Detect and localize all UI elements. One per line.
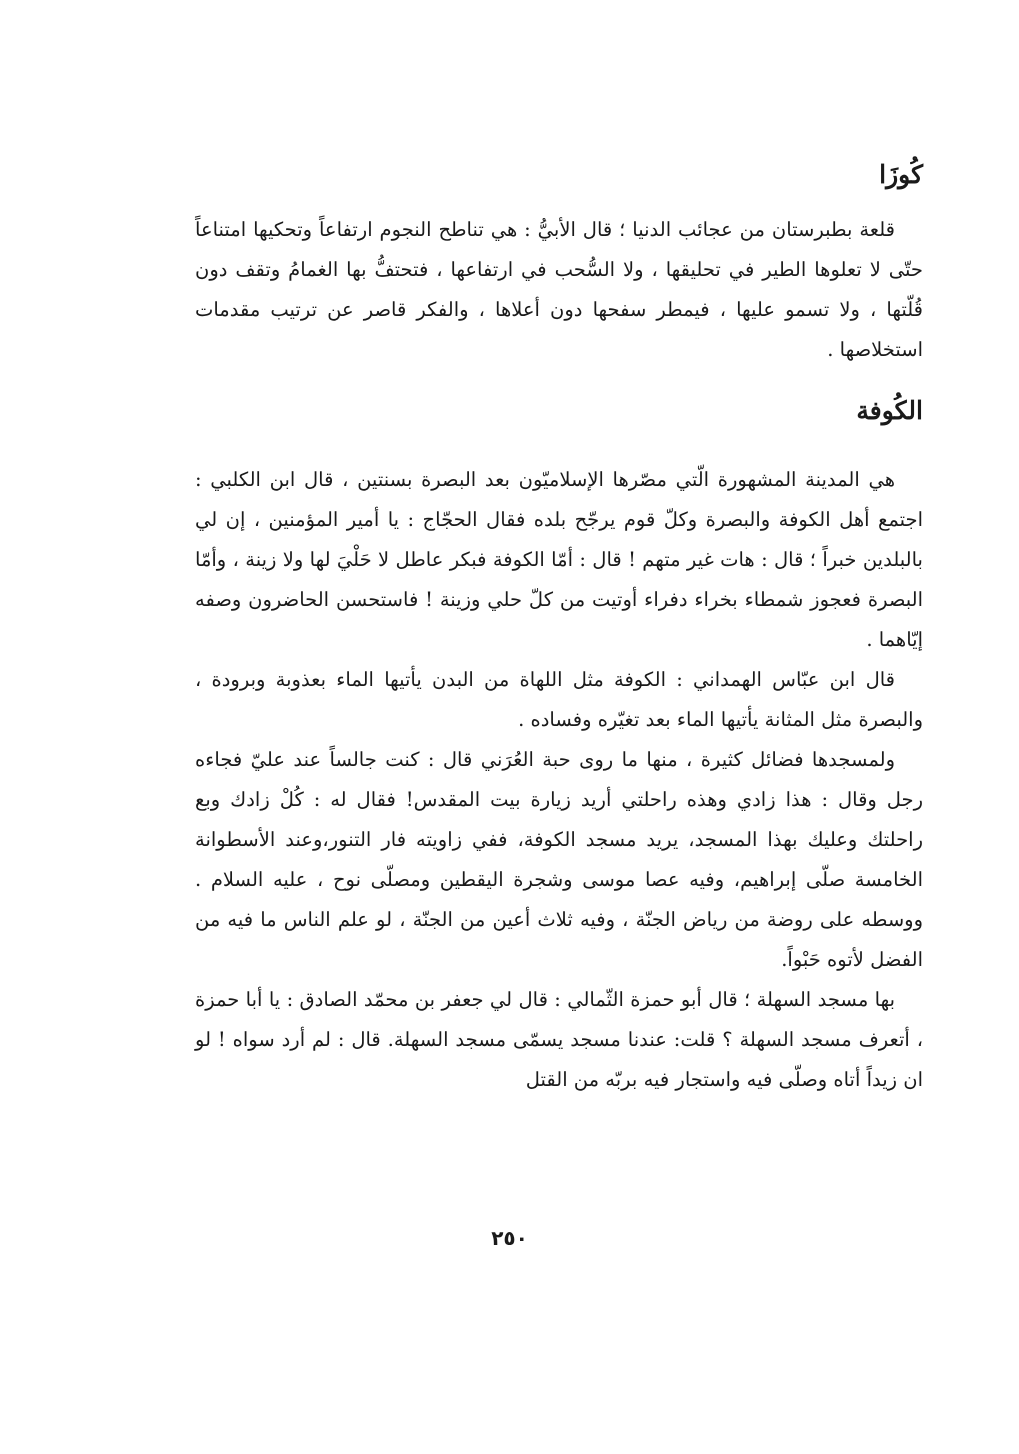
page-body <box>195 150 923 1100</box>
paragraph: قلعة بطبرستان من عجائب الدنيا ؛ قال الأبيُّ : هي تناطح النجوم ارتفاعاً وتحكيها امتناعاً حتّى لا تعلوها الطير في تحليقها ، ولا السُّحب في ارتفاعها ، فتحتفُّ بها الغمامُ وتقف دون قُلّتها ، ولا تسمو عليها ، فيمطر سفحها دون أعلاها ، والفكر قاصر عن ترتيب مقدمات استخلاصها . <box>195 218 923 361</box>
section-heading: كُوزَا <box>879 160 923 189</box>
paragraph: قال ابن عبّاس الهمداني : الكوفة مثل اللهاة من البدن يأتيها الماء بعذوبة وبرودة ، والبصرة مثل المثانة يأتيها الماء بعد تغيّره وفساده . <box>195 668 923 731</box>
paragraph: بها مسجد السهلة ؛ قال أبو حمزة الثّمالي : قال لي جعفر بن محمّد الصادق : يا أبا حمزة ، أتعرف مسجد السهلة ؟ قلت: عندنا مسجد يسمّى مسجد السهلة. قال : لم أرد سواه ! لو ان زيداً أتاه وصلّى فيه واستجار فيه بربّه من القتل <box>195 988 923 1091</box>
page-number: ٢٥٠ <box>491 1226 528 1250</box>
section-kufa <box>195 396 923 1100</box>
section-kuza <box>195 160 923 370</box>
section-heading: الكُوفة <box>856 396 923 425</box>
paragraph: ولمسجدها فضائل كثيرة ، منها ما روى حبة العُرَني قال : كنت جالساً عند عليّ فجاءه رجل وقال : هذا زادي وهذه راحلتي أريد زيارة بيت المقدس! فقال له : كُلْ زادك وبع راحلتك وعليك بهذا المسجد، يريد مسجد الكوفة، ففي زاويته فار التنور،وعند الأسطوانة الخامسة صلّى إبراهيم، وفيه عصا موسى وشجرة اليقطين ومصلّى نوح ، عليه السلام . ووسطه على روضة من رياض الجنّة ، وفيه ثلاث أعين من الجنّة ، لو علم الناس ما فيه من الفضل لأتوه حَبْواً. <box>195 748 923 971</box>
paragraph: هي المدينة المشهورة الّتي مصّرها الإسلاميّون بعد البصرة بسنتين ، قال ابن الكلبي : اجتمع أهل الكوفة والبصرة وكلّ قوم يرجّح بلده فقال الحجّاج : يا أمير المؤمنين ، إن لي بالبلدين خبراً ؛ قال : هات غير متهم ! قال : أمّا الكوفة فبكر عاطل لا حَلْيَ لها ولا زينة ، وأمّا البصرة فعجوز شمطاء بخراء دفراء أوتيت من كلّ حلي وزينة ! فاستحسن الحاضرون وصفه إيّاهما . <box>195 468 923 651</box>
